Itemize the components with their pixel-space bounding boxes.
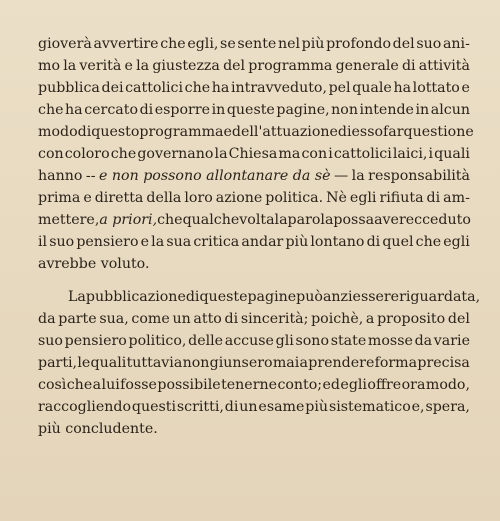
word: possibile [157,377,221,393]
word: quali [434,146,470,162]
text-line [38,99,470,121]
word: che [38,102,64,118]
word: a [365,311,375,327]
word: pubblicazione [85,289,186,305]
word: Chiesa [228,146,278,162]
word: il [38,234,48,250]
word: dell' [231,124,263,140]
word: la [136,58,150,74]
word: spera, [425,399,470,415]
word: poichè, [311,311,364,327]
word: esporre [154,102,211,118]
word: quel [382,234,414,250]
word: riguardata, [399,289,481,305]
word: non [182,355,210,371]
word: offre [367,377,402,393]
word: coloro [64,146,110,162]
word: parola [287,212,334,228]
word: modo [38,124,78,140]
word: qualche [182,212,240,228]
word: attuazione [262,124,338,140]
word: la [151,234,165,250]
body-text [38,33,481,440]
word: queste [226,102,275,118]
word: ani- [442,36,470,52]
word: che [415,234,442,250]
word: loro [184,190,213,206]
word: pubblica [38,80,100,96]
word: quale [352,80,392,96]
word: a [299,355,309,371]
word: ma [278,146,301,162]
italic-word: e non possono allontanare da sè [98,168,331,184]
word: di [426,190,441,206]
word: rifiuta [379,190,424,206]
word: che [110,146,137,162]
text-line [38,33,470,55]
word: e [223,124,232,140]
word: parti, [38,355,78,371]
text-line [38,286,481,308]
word: la [63,58,77,74]
text-line [38,187,470,209]
word: di [139,102,154,118]
word: raccogliendo [38,399,131,415]
word: lui [101,377,120,393]
word: sistematico [328,399,411,415]
word: sente [237,36,277,52]
word: a [92,377,102,393]
word: hanno [38,168,83,184]
word: pensiero [64,333,127,349]
word: un [239,399,258,415]
word: se [220,36,236,52]
word: giustezza [152,58,220,74]
word: con [301,146,328,162]
text-line [38,77,470,99]
word: egli [340,377,367,393]
word: che [184,80,211,96]
word: i [428,146,434,162]
word: in [415,102,430,118]
word: cattolici [333,146,392,162]
word: queste [199,289,248,305]
word: di [224,399,239,415]
text-line [38,231,470,253]
word: da [414,333,433,349]
word: intravveduto, [230,80,327,96]
word: mo [38,58,60,74]
word: alcun [430,102,470,118]
paragraph-gap [38,275,470,286]
word: come [131,311,170,327]
word: avrebbe [38,256,97,272]
word: programma [248,58,333,74]
word: tuttavia [126,355,183,371]
word: laici, [392,146,428,162]
word: così [38,377,67,393]
word: verità [79,58,122,74]
word: responsabilità [368,168,470,184]
word: ora [401,377,426,393]
word: di [224,311,239,327]
text-line [38,209,470,231]
word: politica. [265,190,324,206]
word: am- [443,190,470,206]
word: giunsero [209,355,273,371]
word: accuse [224,333,274,349]
word: nel [277,36,301,52]
word: volta [239,212,275,228]
word: egli [349,190,377,206]
word: del [223,58,246,74]
word: gioverà [38,36,92,52]
word: di [337,124,352,140]
word: modo, [425,377,470,393]
word: di [401,58,416,74]
word: la [274,212,288,228]
word: sincerità; [240,311,309,327]
word: può [296,289,323,305]
word: pel [328,80,351,96]
word: ha [393,80,412,96]
word: -- [85,168,96,184]
word: questo [91,124,140,140]
word: che [160,36,186,52]
word: ha [211,80,230,96]
word: esso [351,124,384,140]
word: egli, [187,36,219,52]
word: con [38,146,64,162]
word: cercato [84,102,138,118]
word: mosse [367,333,413,349]
word: andar [241,234,284,250]
text-line [38,121,474,143]
word: avvertire [93,36,159,52]
word: prendere [308,355,375,371]
word: profondo [326,36,392,52]
word: programma [139,124,224,140]
text-line [38,396,470,418]
word: egli [443,234,470,250]
word: pagine [247,289,297,305]
word: governano [137,146,214,162]
word: concludente. [65,421,158,437]
word: e, [411,399,425,415]
word: azione [215,190,263,206]
word: e [83,190,92,206]
word: Nè [326,190,347,206]
text-line [38,330,470,352]
word: far [383,124,404,140]
word: quali [90,355,127,371]
word: La [68,289,86,305]
word: scritti, [176,399,224,415]
word: la [214,146,228,162]
word: anzi [322,289,353,305]
word: tenerne [221,377,278,393]
word: parte [58,311,97,327]
word: fosse [120,377,157,393]
word: atto [193,311,222,327]
word: e [461,80,470,96]
word: in [211,102,226,118]
word: da [38,311,56,327]
word: generale [335,58,399,74]
word: e [124,58,133,74]
word: più [285,234,309,250]
word: possa [333,212,375,228]
text-line [38,374,470,396]
text-line [38,143,470,165]
word: i [328,146,333,162]
word: e [140,234,150,250]
word: suo [38,333,63,349]
word: che [66,377,93,393]
word: voluto. [100,256,150,272]
word: del [392,36,415,52]
word: intende [359,102,414,118]
word: diretta [94,190,144,206]
word: di [185,289,200,305]
word: lottato [412,80,460,96]
word: sua [166,234,192,250]
word: varie [433,333,470,349]
word: della [146,190,182,206]
text-line [38,308,470,330]
word: prima [38,190,81,206]
word: state [330,333,367,349]
word: pensiero [76,234,139,250]
text-line [38,352,470,374]
word: critica [193,234,240,250]
word: gli [275,333,294,349]
word: che [157,212,183,228]
word: un [172,311,191,327]
italic-word: a priori, [99,212,158,228]
word: lontano [310,234,365,250]
word: ecceduto [405,212,471,228]
word: sua, [99,311,129,327]
text-line [38,253,470,275]
word: — [334,168,349,184]
word: del [447,311,470,327]
word: essere [352,289,400,305]
word: più [301,36,325,52]
word: politico, [128,333,187,349]
word: forma [374,355,418,371]
word: di [77,124,92,140]
word: di [366,234,381,250]
word: mai [272,355,300,371]
text-line [38,418,470,440]
word: pagine, [276,102,330,118]
word: proposito [377,311,446,327]
word: suo [416,36,442,52]
word: mettere, [38,212,100,228]
word: la [351,168,365,184]
text-line [38,55,470,77]
word: non [331,102,358,118]
word: delle [188,333,224,349]
word: precisa [417,355,470,371]
word: le [77,355,91,371]
word: attività [418,58,470,74]
word: questione [403,124,474,140]
word: conto; [277,377,323,393]
word: suo [49,234,75,250]
word: ed [322,377,340,393]
word: ha [65,102,83,118]
paragraph [38,33,474,275]
word: più [305,399,329,415]
text-line [38,165,470,187]
word: questi [131,399,177,415]
word: sono [295,333,329,349]
word: esame [258,399,305,415]
paragraph [38,286,481,440]
word: dei [101,80,124,96]
word: cattolici [125,80,184,96]
word: aver [374,212,406,228]
word: più [38,421,61,437]
